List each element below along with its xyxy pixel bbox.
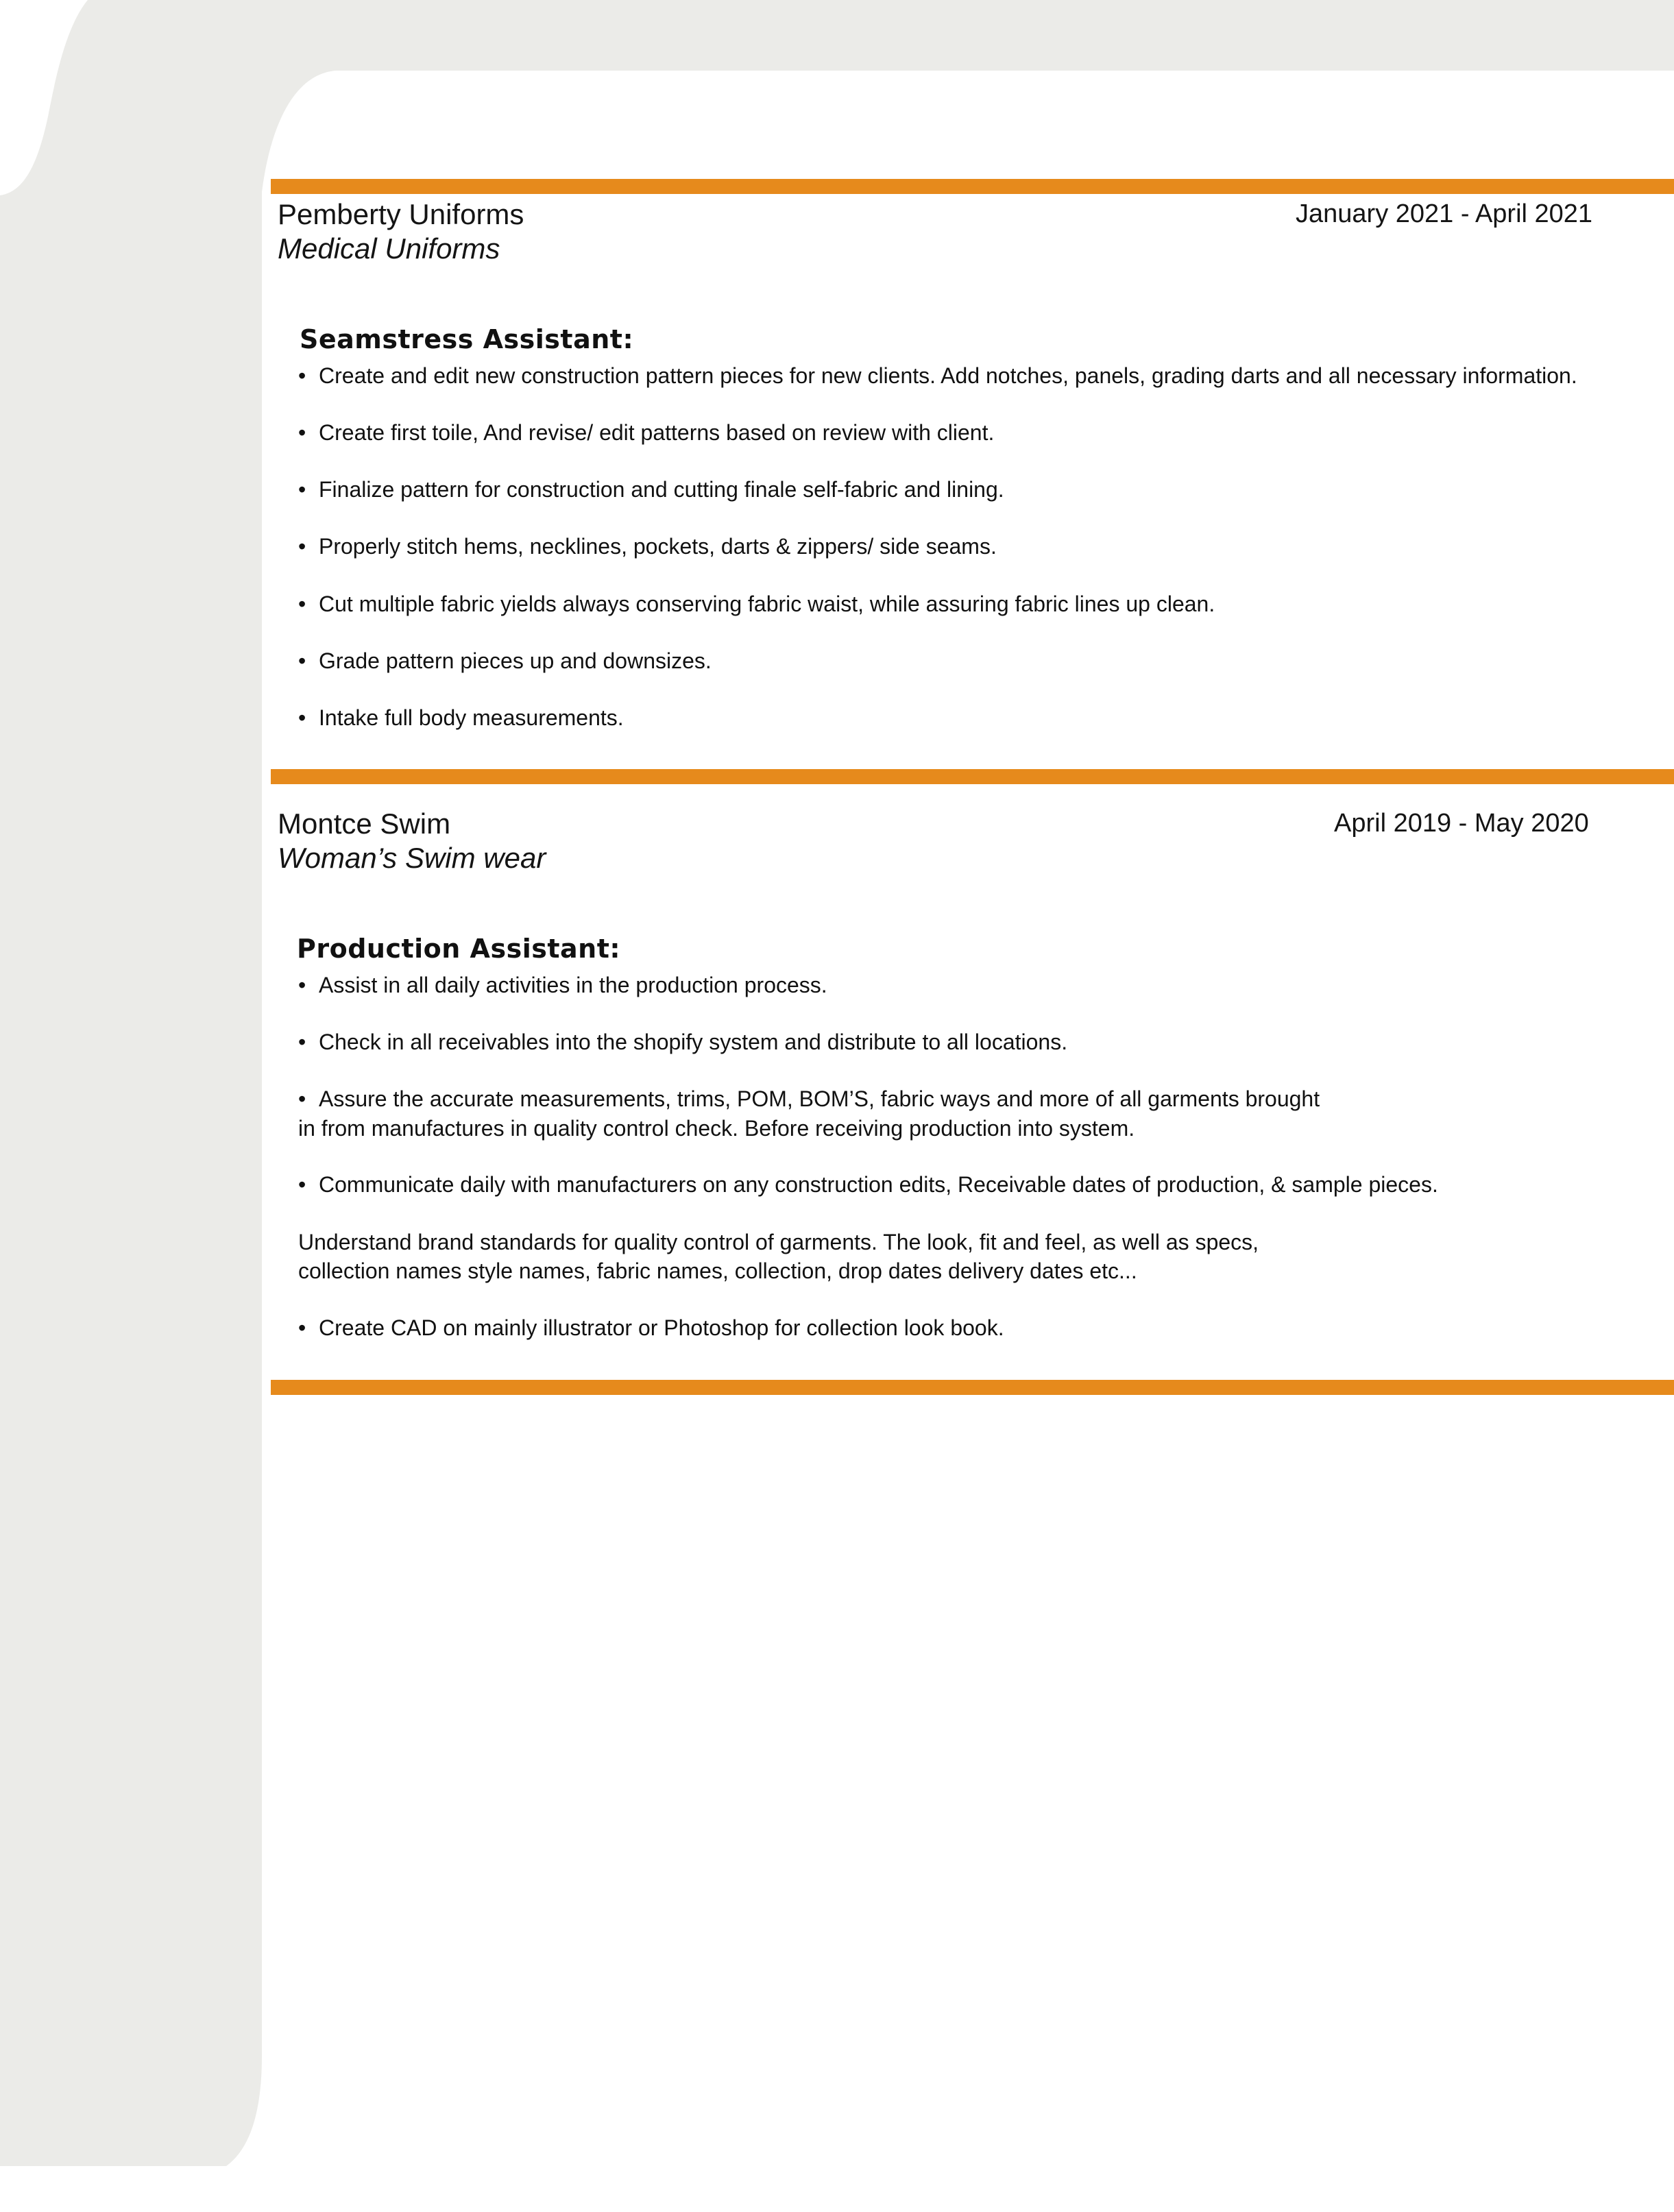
company-name: Pemberty Uniforms (278, 198, 524, 230)
duty-text: Cut multiple fabric yields always conserving fabric waist, while assuring fabric lines up clean. (319, 592, 1215, 616)
duty-text: Assure the accurate measurements, trims, POM, BOM’S, fabric ways and more of all garments brought (319, 1086, 1320, 1111)
duty-item (298, 1084, 1320, 1113)
duty-item (298, 971, 827, 999)
duty-item (298, 646, 712, 675)
duty-item (298, 703, 624, 732)
bullet-glyph: • (298, 705, 306, 730)
duty-text: Properly stitch hems, necklines, pockets, darts & zippers/ side seams. (319, 534, 997, 559)
section-divider (271, 769, 1674, 784)
bullet-glyph: • (298, 648, 306, 673)
employment-dates: January 2021 - April 2021 (1296, 199, 1593, 228)
bullet-glyph: • (298, 592, 306, 616)
duty-text: Create first toile, And revise/ edit patterns based on review with client. (319, 420, 995, 445)
bullet-glyph: • (298, 1172, 306, 1197)
duty-continuation: collection names style names, fabric names, collection, drop dates delivery dates etc... (298, 1259, 1137, 1283)
bullet-glyph: • (298, 363, 306, 388)
section-divider (271, 179, 1674, 194)
bullet-glyph: • (298, 973, 306, 997)
duty-paragraph: Understand brand standards for quality control of garments. The look, fit and feel, as well as specs, (298, 1230, 1259, 1254)
duty-continuation: in from manufactures in quality control check. Before receiving production into system. (298, 1116, 1135, 1141)
company-subtitle: Medical Uniforms (278, 232, 500, 265)
duty-text: Grade pattern pieces up and downsizes. (319, 648, 712, 673)
duty-item (298, 1028, 1067, 1056)
duty-item (298, 361, 1577, 390)
duty-text: Check in all receivables into the shopify system and distribute to all locations. (319, 1030, 1068, 1054)
bullet-glyph: • (298, 1315, 306, 1340)
duty-text: Create CAD on mainly illustrator or Photoshop for collection look book. (319, 1315, 1004, 1340)
duty-text: Intake full body measurements. (319, 705, 624, 730)
bullet-glyph: • (298, 420, 306, 445)
bullet-glyph: • (298, 1030, 306, 1054)
duty-text: Finalize pattern for construction and cutting finale self-fabric and lining. (319, 477, 1004, 502)
bullet-glyph: • (298, 1086, 306, 1111)
duty-item (298, 418, 994, 447)
duty-item (298, 1170, 1438, 1199)
duty-text: Communicate daily with manufacturers on any construction edits, Receivable dates of production, & sample pieces. (319, 1172, 1438, 1197)
duty-text: Assist in all daily activities in the production process. (319, 973, 827, 997)
duty-item (298, 475, 1004, 504)
job-role-title: Seamstress Assistant: (300, 324, 634, 354)
employment-dates: April 2019 - May 2020 (1334, 809, 1589, 838)
duty-item (298, 532, 997, 561)
duty-text: Create and edit new construction pattern pieces for new clients. Add notches, panels, grading darts and all necessary information. (319, 363, 1577, 388)
company-name: Montce Swim (278, 807, 451, 840)
bullet-glyph: • (298, 477, 306, 502)
duty-item (298, 1313, 1004, 1342)
bullet-glyph: • (298, 534, 306, 559)
company-subtitle: Woman’s Swim wear (278, 842, 546, 874)
job-role-title: Production Assistant: (297, 934, 621, 964)
duty-item (298, 590, 1215, 618)
section-divider (271, 1380, 1674, 1395)
